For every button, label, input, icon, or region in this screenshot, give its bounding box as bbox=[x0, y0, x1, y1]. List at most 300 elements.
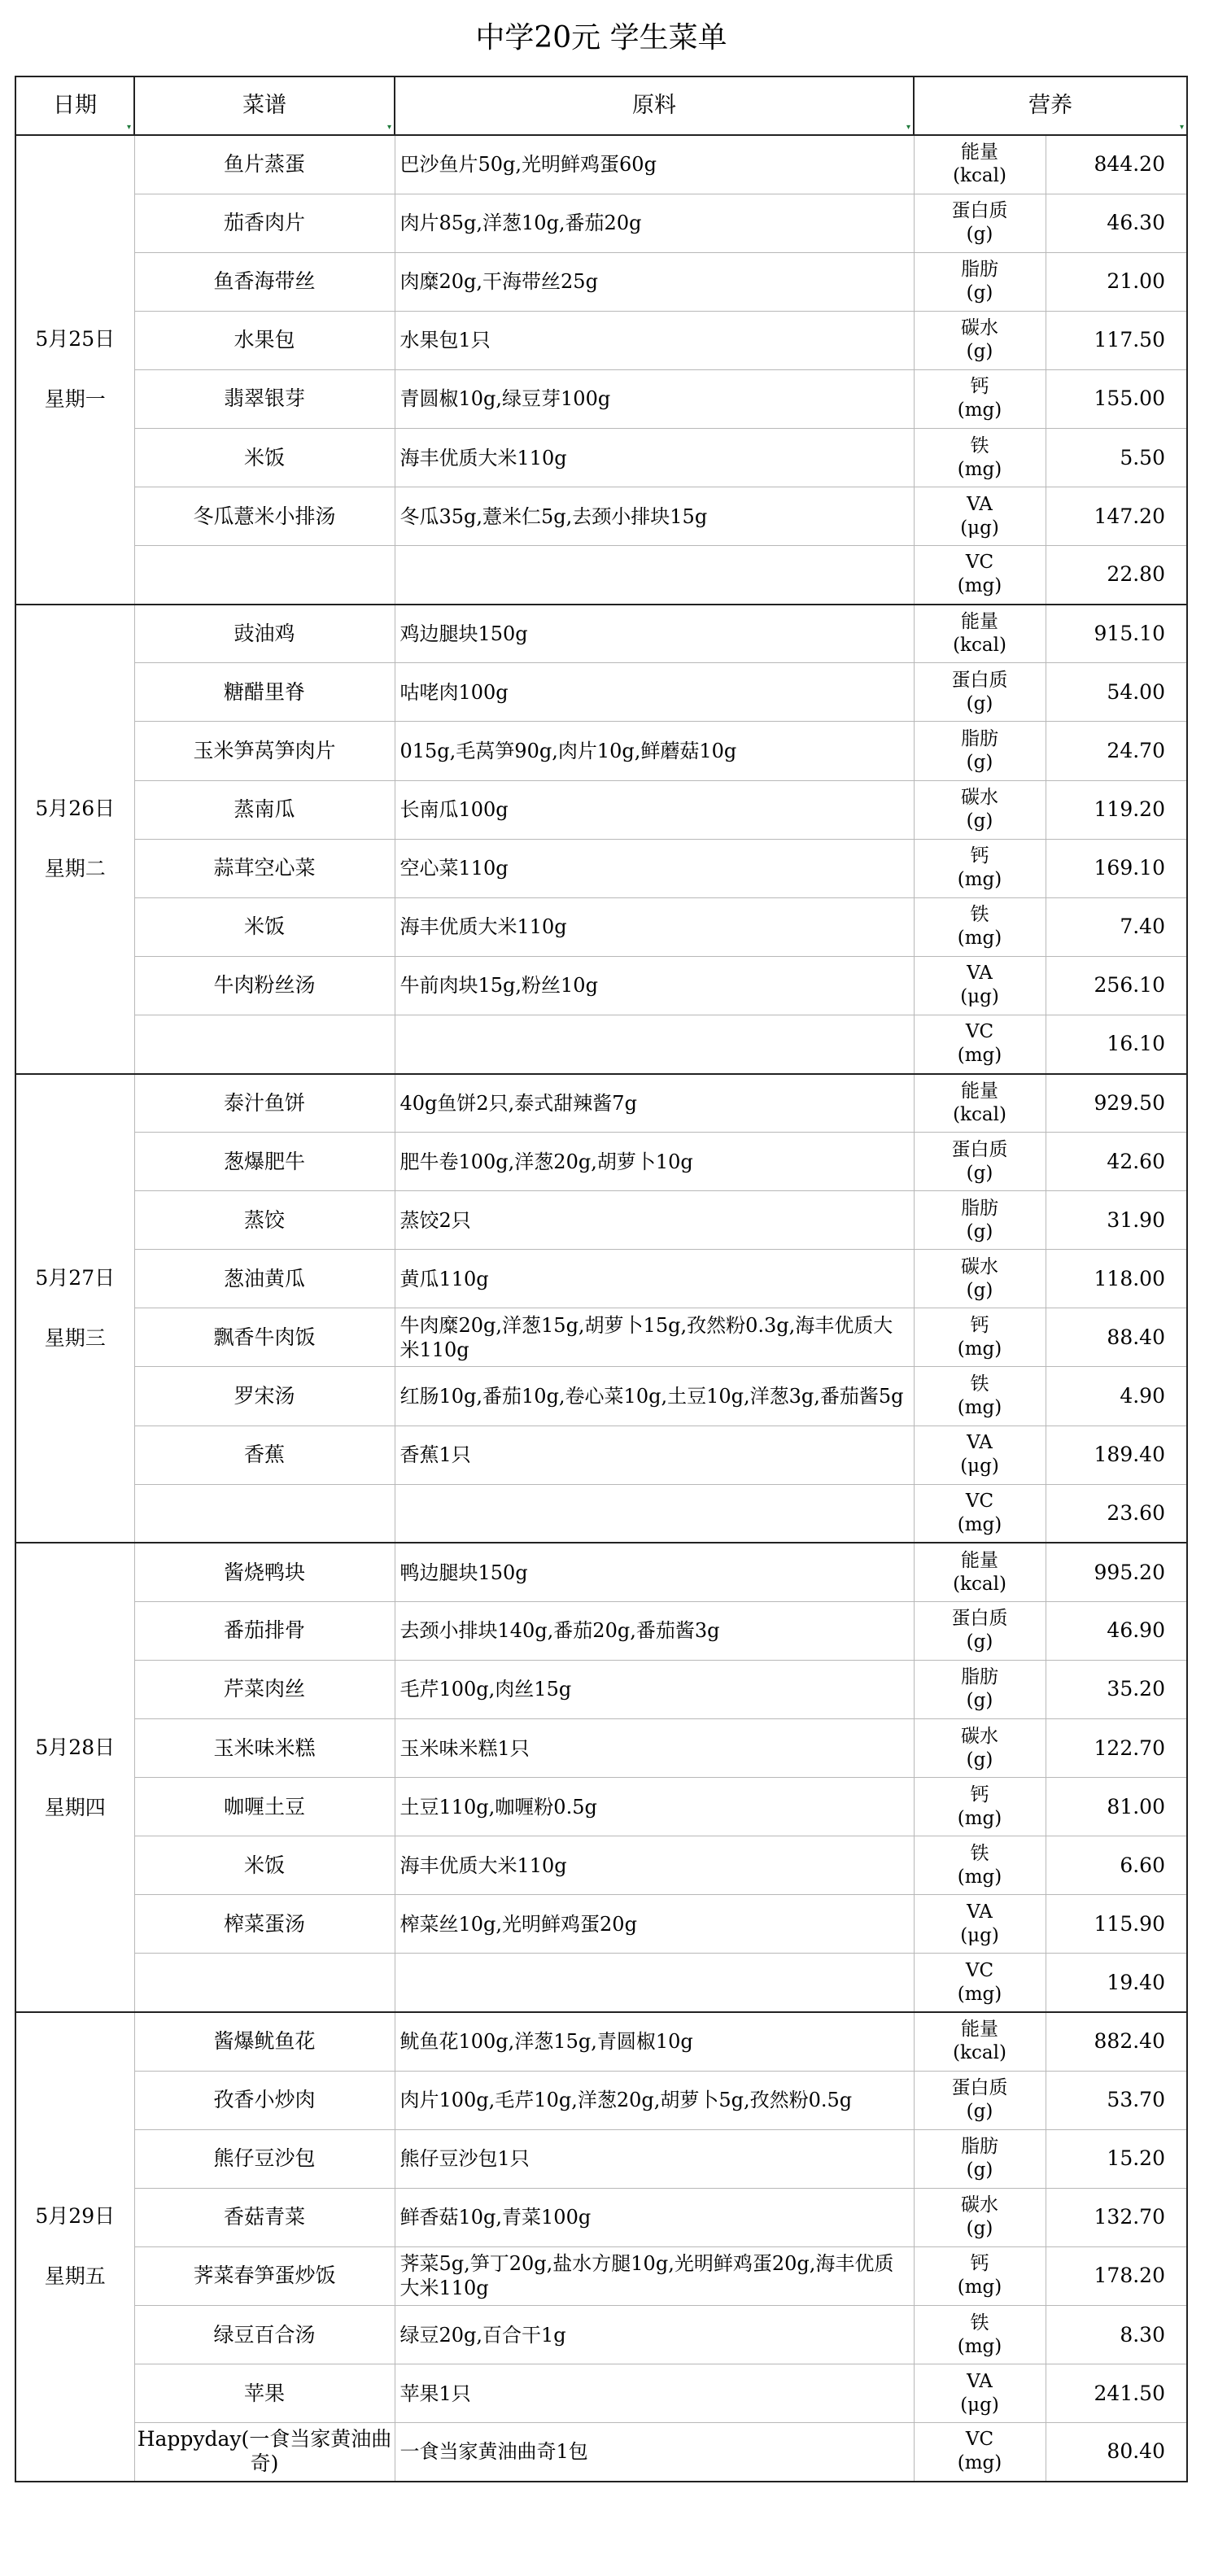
day-date: 5月27日 bbox=[35, 1265, 116, 1290]
menu-row bbox=[15, 663, 1187, 722]
menu-row bbox=[15, 2423, 1187, 2482]
nutrient-unit: (g) bbox=[966, 341, 993, 363]
nutrient-value-cell[interactable]: 995.20 bbox=[1046, 1543, 1187, 1601]
ingredients-cell[interactable]: 巴沙鱼片50g,光明鲜鸡蛋60g bbox=[395, 135, 914, 194]
nutrient-label-cell[interactable] bbox=[914, 252, 1046, 311]
nutrient-label-cell[interactable] bbox=[914, 2305, 1046, 2364]
nutrient-label-cell[interactable] bbox=[914, 2012, 1046, 2071]
nutrient-label-cell[interactable] bbox=[914, 2188, 1046, 2246]
dish-cell[interactable]: 蒜茸空心菜 bbox=[134, 839, 395, 897]
header-dish[interactable] bbox=[134, 76, 395, 135]
nutrient-unit: (g) bbox=[966, 810, 993, 832]
nutrient-name: 能量 bbox=[961, 1080, 998, 1102]
dish-cell[interactable] bbox=[134, 1015, 395, 1073]
nutrient-value-cell[interactable]: 80.40 bbox=[1046, 2423, 1187, 2482]
nutrient-name: 蛋白质 bbox=[951, 2077, 1008, 2099]
nutrient-value-cell[interactable]: 5.50 bbox=[1046, 428, 1187, 487]
nutrient-unit: (mg) bbox=[957, 2335, 1002, 2357]
nutrient-value-cell[interactable]: 119.20 bbox=[1046, 780, 1187, 839]
menu-row bbox=[15, 1895, 1187, 1954]
dish-cell[interactable]: 荠菜春笋蛋炒饭 bbox=[134, 2246, 395, 2305]
ingredients-cell[interactable]: 玉米味米糕1只 bbox=[395, 1719, 914, 1778]
nutrient-unit: (g) bbox=[966, 1749, 993, 1770]
nutrient-unit: (kcal) bbox=[953, 1103, 1006, 1125]
menu-row bbox=[15, 1954, 1187, 2012]
filter-dropdown-icon[interactable]: ▾ bbox=[1179, 123, 1184, 132]
day-date: 5月25日 bbox=[35, 327, 116, 351]
nutrient-unit: (mg) bbox=[957, 1513, 1002, 1535]
menu-row bbox=[15, 194, 1187, 252]
dish-cell[interactable]: 熊仔豆沙包 bbox=[134, 2129, 395, 2188]
menu-row bbox=[15, 1426, 1187, 1484]
nutrient-name: 碳水 bbox=[961, 1725, 998, 1747]
day-cell[interactable] bbox=[15, 605, 134, 1074]
dish-cell[interactable]: 酱爆鱿鱼花 bbox=[134, 2012, 395, 2071]
nutrient-label-cell[interactable] bbox=[914, 1133, 1046, 1191]
dish-cell[interactable]: 酱烧鸭块 bbox=[134, 1543, 395, 1601]
nutrient-name: 能量 bbox=[961, 611, 998, 633]
nutrient-value-cell[interactable]: 42.60 bbox=[1046, 1133, 1187, 1191]
ingredients-cell[interactable]: 青圆椒10g,绿豆芽100g bbox=[395, 369, 914, 428]
nutrient-name: VA bbox=[967, 493, 993, 515]
nutrient-unit: (g) bbox=[966, 2101, 993, 2123]
dish-cell[interactable]: 孜香小炒肉 bbox=[134, 2071, 395, 2129]
nutrient-label-cell[interactable] bbox=[914, 1015, 1046, 1073]
day-cell[interactable] bbox=[15, 2012, 134, 2482]
nutrient-label-cell[interactable] bbox=[914, 546, 1046, 605]
nutrient-name: VC bbox=[965, 552, 994, 574]
nutrient-name: 蛋白质 bbox=[951, 1608, 1008, 1630]
nutrient-label-cell[interactable] bbox=[914, 1308, 1046, 1367]
nutrient-unit: (g) bbox=[966, 1279, 993, 1301]
nutrient-unit: (mg) bbox=[957, 928, 1002, 950]
nutrient-value-cell[interactable]: 147.20 bbox=[1046, 487, 1187, 546]
nutrient-unit: (mg) bbox=[957, 1807, 1002, 1829]
menu-row bbox=[15, 1074, 1187, 1133]
dish-cell[interactable]: 豉油鸡 bbox=[134, 605, 395, 663]
filter-dropdown-icon[interactable]: ▾ bbox=[386, 123, 391, 132]
nutrient-name: 钙 bbox=[970, 845, 989, 867]
ingredients-cell[interactable]: 空心菜110g bbox=[395, 839, 914, 897]
dish-cell[interactable]: 牛肉粉丝汤 bbox=[134, 956, 395, 1015]
nutrient-value-cell[interactable]: 23.60 bbox=[1046, 1484, 1187, 1543]
filter-dropdown-icon[interactable]: ▾ bbox=[126, 123, 131, 132]
nutrient-value-cell[interactable]: 169.10 bbox=[1046, 839, 1187, 897]
nutrient-unit: (mg) bbox=[957, 1866, 1002, 1888]
nutrient-label-cell[interactable] bbox=[914, 194, 1046, 252]
nutrient-unit: (kcal) bbox=[953, 165, 1006, 187]
menu-row bbox=[15, 956, 1187, 1015]
nutrient-value-cell[interactable]: 16.10 bbox=[1046, 1015, 1187, 1073]
nutrient-value-cell[interactable]: 4.90 bbox=[1046, 1367, 1187, 1426]
nutrient-unit: (kcal) bbox=[953, 635, 1006, 657]
nutrient-value-cell[interactable]: 155.00 bbox=[1046, 369, 1187, 428]
nutrient-value-cell[interactable]: 132.70 bbox=[1046, 2188, 1187, 2246]
dish-cell[interactable] bbox=[134, 1954, 395, 2012]
nutrient-name: 铁 bbox=[970, 1373, 989, 1395]
nutrient-label-cell[interactable] bbox=[914, 1719, 1046, 1778]
menu-row bbox=[15, 252, 1187, 311]
menu-row bbox=[15, 1308, 1187, 1367]
header-ingredients-label: 原料 bbox=[632, 93, 676, 118]
nutrient-name: 脂肪 bbox=[961, 1197, 998, 1219]
dish-cell[interactable]: 茄香肉片 bbox=[134, 194, 395, 252]
dish-cell[interactable]: 榨菜蛋汤 bbox=[134, 1895, 395, 1954]
nutrient-name: 蛋白质 bbox=[951, 1138, 1008, 1160]
nutrient-name: 铁 bbox=[970, 904, 989, 926]
header-dish-label: 菜谱 bbox=[242, 93, 286, 118]
nutrient-label-cell[interactable] bbox=[914, 2246, 1046, 2305]
menu-row bbox=[15, 2012, 1187, 2071]
nutrient-label-cell[interactable] bbox=[914, 1074, 1046, 1133]
ingredients-cell[interactable]: 土豆110g,咖喱粉0.5g bbox=[395, 1778, 914, 1836]
dish-cell[interactable]: 水果包 bbox=[134, 311, 395, 369]
nutrient-name: 能量 bbox=[961, 1549, 998, 1571]
nutrient-unit: (g) bbox=[966, 282, 993, 304]
ingredients-cell[interactable] bbox=[395, 546, 914, 605]
nutrient-label-cell[interactable] bbox=[914, 956, 1046, 1015]
day-date: 5月28日 bbox=[35, 1735, 116, 1759]
dish-cell[interactable] bbox=[134, 546, 395, 605]
ingredients-cell[interactable]: 015g,毛莴笋90g,肉片10g,鲜蘑菇10g bbox=[395, 722, 914, 780]
menu-row bbox=[15, 1191, 1187, 1250]
nutrient-value-cell[interactable]: 46.90 bbox=[1046, 1601, 1187, 1660]
nutrient-name: 钙 bbox=[970, 1314, 989, 1336]
nutrient-label-cell[interactable] bbox=[914, 780, 1046, 839]
nutrient-name: 蛋白质 bbox=[951, 200, 1008, 222]
ingredients-cell[interactable]: 毛芹100g,肉丝15g bbox=[395, 1660, 914, 1718]
nutrient-label-cell[interactable] bbox=[914, 1543, 1046, 1601]
nutrient-unit: (μg) bbox=[960, 2394, 999, 2416]
nutrient-unit: (mg) bbox=[957, 399, 1002, 421]
dish-cell[interactable]: 米饭 bbox=[134, 1836, 395, 1895]
dish-cell[interactable]: 翡翠银芽 bbox=[134, 369, 395, 428]
nutrient-value-cell[interactable]: 882.40 bbox=[1046, 2012, 1187, 2071]
ingredients-cell[interactable]: 苹果1只 bbox=[395, 2364, 914, 2423]
nutrient-label-cell[interactable] bbox=[914, 1660, 1046, 1718]
nutrient-name: 铁 bbox=[970, 2312, 989, 2334]
ingredients-cell[interactable]: 海丰优质大米110g bbox=[395, 1836, 914, 1895]
nutrient-label-cell[interactable] bbox=[914, 487, 1046, 546]
dish-cell[interactable]: 泰汁鱼饼 bbox=[134, 1074, 395, 1133]
nutrient-label-cell[interactable] bbox=[914, 428, 1046, 487]
ingredients-cell[interactable]: 绿豆20g,百合干1g bbox=[395, 2305, 914, 2364]
ingredients-cell[interactable] bbox=[395, 1954, 914, 2012]
header-nutrition-label: 营养 bbox=[1028, 93, 1072, 118]
nutrient-label-cell[interactable] bbox=[914, 839, 1046, 897]
ingredients-cell[interactable]: 鸡边腿块150g bbox=[395, 605, 914, 663]
dish-cell[interactable]: 玉米笋莴笋肉片 bbox=[134, 722, 395, 780]
nutrient-value-cell[interactable]: 178.20 bbox=[1046, 2246, 1187, 2305]
nutrient-unit: (kcal) bbox=[953, 1573, 1006, 1595]
ingredients-cell[interactable]: 咕咾肉100g bbox=[395, 663, 914, 722]
nutrient-label-cell[interactable] bbox=[914, 897, 1046, 956]
nutrient-label-cell[interactable] bbox=[914, 369, 1046, 428]
ingredients-cell[interactable]: 水果包1只 bbox=[395, 311, 914, 369]
menu-row bbox=[15, 1836, 1187, 1895]
day-weekday: 星期三 bbox=[44, 1325, 106, 1350]
menu-row bbox=[15, 780, 1187, 839]
dish-cell[interactable]: 罗宋汤 bbox=[134, 1367, 395, 1426]
nutrient-value-cell[interactable]: 7.40 bbox=[1046, 897, 1187, 956]
dish-cell[interactable]: Happyday(一食当家黄油曲奇) bbox=[134, 2423, 395, 2482]
menu-row bbox=[15, 839, 1187, 897]
nutrient-name: VC bbox=[965, 2429, 994, 2451]
menu-row bbox=[15, 2188, 1187, 2246]
day-date: 5月26日 bbox=[35, 797, 116, 821]
ingredients-cell[interactable]: 黄瓜110g bbox=[395, 1250, 914, 1308]
nutrient-unit: (g) bbox=[966, 224, 993, 246]
day-weekday: 星期五 bbox=[44, 2264, 106, 2289]
header-date-label: 日期 bbox=[53, 93, 97, 118]
nutrient-value-cell[interactable]: 15.20 bbox=[1046, 2129, 1187, 2188]
ingredients-cell[interactable]: 40g鱼饼2只,泰式甜辣酱7g bbox=[395, 1074, 914, 1133]
nutrient-label-cell[interactable] bbox=[914, 1836, 1046, 1895]
ingredients-cell[interactable]: 鲜香菇10g,青菜100g bbox=[395, 2188, 914, 2246]
nutrient-label-cell[interactable] bbox=[914, 1191, 1046, 1250]
menu-row bbox=[15, 1133, 1187, 1191]
nutrient-value-cell[interactable]: 8.30 bbox=[1046, 2305, 1187, 2364]
nutrient-value-cell[interactable]: 189.40 bbox=[1046, 1426, 1187, 1484]
day-weekday: 星期一 bbox=[44, 387, 106, 412]
menu-row bbox=[15, 428, 1187, 487]
dish-cell[interactable]: 米饭 bbox=[134, 428, 395, 487]
nutrient-name: 脂肪 bbox=[961, 1666, 998, 1688]
ingredients-cell[interactable]: 肉糜20g,干海带丝25g bbox=[395, 252, 914, 311]
menu-row bbox=[15, 1484, 1187, 1543]
nutrient-unit: (μg) bbox=[960, 1924, 999, 1946]
nutrient-value-cell[interactable]: 122.70 bbox=[1046, 1719, 1187, 1778]
day-cell[interactable] bbox=[15, 1543, 134, 2012]
nutrient-unit: (μg) bbox=[960, 1456, 999, 1478]
nutrient-label-cell[interactable] bbox=[914, 135, 1046, 194]
ingredients-cell[interactable]: 荠菜5g,笋丁20g,盐水方腿10g,光明鲜鸡蛋20g,海丰优质大米110g bbox=[395, 2246, 914, 2305]
menu-row bbox=[15, 369, 1187, 428]
dish-cell[interactable]: 咖喱土豆 bbox=[134, 1778, 395, 1836]
nutrient-label-cell[interactable] bbox=[914, 2071, 1046, 2129]
nutrient-unit: (kcal) bbox=[953, 2042, 1006, 2064]
header-nutrition[interactable] bbox=[914, 76, 1187, 135]
nutrient-label-cell[interactable] bbox=[914, 1367, 1046, 1426]
dish-cell[interactable]: 香菇青菜 bbox=[134, 2188, 395, 2246]
menu-row bbox=[15, 2364, 1187, 2423]
menu-row bbox=[15, 1543, 1187, 1601]
nutrient-value-cell[interactable]: 115.90 bbox=[1046, 1895, 1187, 1954]
nutrient-label-cell[interactable] bbox=[914, 1601, 1046, 1660]
menu-row bbox=[15, 2071, 1187, 2129]
nutrient-value-cell[interactable]: 53.70 bbox=[1046, 2071, 1187, 2129]
nutrient-value-cell[interactable]: 241.50 bbox=[1046, 2364, 1187, 2423]
ingredients-cell[interactable]: 海丰优质大米110g bbox=[395, 897, 914, 956]
nutrient-value-cell[interactable]: 256.10 bbox=[1046, 956, 1187, 1015]
ingredients-cell[interactable]: 鸭边腿块150g bbox=[395, 1543, 914, 1601]
nutrient-name: 铁 bbox=[970, 1842, 989, 1864]
nutrient-value-cell[interactable]: 118.00 bbox=[1046, 1250, 1187, 1308]
day-weekday: 星期二 bbox=[44, 857, 106, 881]
nutrient-unit: (mg) bbox=[957, 869, 1002, 891]
nutrient-name: 蛋白质 bbox=[951, 669, 1008, 691]
header-date[interactable] bbox=[15, 76, 134, 135]
nutrient-label-cell[interactable] bbox=[914, 1954, 1046, 2012]
nutrient-label-cell[interactable] bbox=[914, 1426, 1046, 1484]
ingredients-cell[interactable]: 肉片100g,毛芹10g,洋葱20g,胡萝卜5g,孜然粉0.5g bbox=[395, 2071, 914, 2129]
nutrient-name: 钙 bbox=[970, 2253, 989, 2275]
nutrient-value-cell[interactable]: 844.20 bbox=[1046, 135, 1187, 194]
nutrient-unit: (μg) bbox=[960, 517, 999, 539]
nutrient-label-cell[interactable] bbox=[914, 2129, 1046, 2188]
ingredients-cell[interactable]: 去颈小排块140g,番茄20g,番茄酱3g bbox=[395, 1601, 914, 1660]
nutrient-unit: (g) bbox=[966, 692, 993, 714]
menu-row bbox=[15, 2305, 1187, 2364]
nutrient-value-cell[interactable]: 81.00 bbox=[1046, 1778, 1187, 1836]
nutrient-value-cell[interactable]: 915.10 bbox=[1046, 605, 1187, 663]
menu-row bbox=[15, 2246, 1187, 2305]
nutrient-name: VA bbox=[967, 1432, 993, 1454]
dish-cell[interactable]: 鱼香海带丝 bbox=[134, 252, 395, 311]
dish-cell[interactable]: 玉米味米糕 bbox=[134, 1719, 395, 1778]
nutrient-name: 脂肪 bbox=[961, 727, 998, 749]
nutrient-label-cell[interactable] bbox=[914, 722, 1046, 780]
dish-cell[interactable]: 蒸南瓜 bbox=[134, 780, 395, 839]
nutrient-name: 钙 bbox=[970, 1784, 989, 1805]
menu-row bbox=[15, 1719, 1187, 1778]
nutrient-value-cell[interactable]: 22.80 bbox=[1046, 546, 1187, 605]
ingredients-cell[interactable]: 鱿鱼花100g,洋葱15g,青圆椒10g bbox=[395, 2012, 914, 2071]
day-weekday: 星期四 bbox=[44, 1795, 106, 1819]
dish-cell[interactable]: 飘香牛肉饭 bbox=[134, 1308, 395, 1367]
nutrient-name: 碳水 bbox=[961, 2194, 998, 2216]
menu-row bbox=[15, 722, 1187, 780]
ingredients-cell[interactable]: 香蕉1只 bbox=[395, 1426, 914, 1484]
nutrient-name: 能量 bbox=[961, 142, 998, 164]
ingredients-cell[interactable]: 肉片85g,洋葱10g,番茄20g bbox=[395, 194, 914, 252]
nutrient-unit: (g) bbox=[966, 1690, 993, 1712]
ingredients-cell[interactable]: 肥牛卷100g,洋葱20g,胡萝卜10g bbox=[395, 1133, 914, 1191]
dish-cell[interactable]: 米饭 bbox=[134, 897, 395, 956]
ingredients-cell[interactable]: 长南瓜100g bbox=[395, 780, 914, 839]
nutrient-unit: (mg) bbox=[957, 458, 1002, 480]
nutrient-value-cell[interactable]: 54.00 bbox=[1046, 663, 1187, 722]
nutrient-unit: (μg) bbox=[960, 986, 999, 1008]
dish-cell[interactable]: 苹果 bbox=[134, 2364, 395, 2423]
nutrient-name: VA bbox=[967, 1901, 993, 1923]
nutrient-name: 脂肪 bbox=[961, 259, 998, 281]
header-ingredients[interactable] bbox=[395, 76, 914, 135]
ingredients-cell[interactable]: 海丰优质大米110g bbox=[395, 428, 914, 487]
ingredients-cell[interactable]: 牛前肉块15g,粉丝10g bbox=[395, 956, 914, 1015]
nutrient-unit: (g) bbox=[966, 2159, 993, 2181]
nutrient-value-cell[interactable]: 929.50 bbox=[1046, 1074, 1187, 1133]
nutrient-unit: (mg) bbox=[957, 575, 1002, 597]
dish-cell[interactable]: 糖醋里脊 bbox=[134, 663, 395, 722]
menu-row bbox=[15, 1778, 1187, 1836]
ingredients-cell[interactable]: 熊仔豆沙包1只 bbox=[395, 2129, 914, 2188]
nutrient-value-cell[interactable]: 31.90 bbox=[1046, 1191, 1187, 1250]
dish-cell[interactable]: 蒸饺 bbox=[134, 1191, 395, 1250]
dish-cell[interactable]: 绿豆百合汤 bbox=[134, 2305, 395, 2364]
day-cell[interactable] bbox=[15, 1074, 134, 1543]
nutrient-value-cell[interactable]: 24.70 bbox=[1046, 722, 1187, 780]
nutrient-name: 能量 bbox=[961, 2019, 998, 2041]
nutrient-unit: (mg) bbox=[957, 2452, 1002, 2474]
dish-cell[interactable]: 鱼片蒸蛋 bbox=[134, 135, 395, 194]
dish-cell[interactable]: 葱油黄瓜 bbox=[134, 1250, 395, 1308]
nutrient-name: VC bbox=[965, 1490, 994, 1512]
menu-row bbox=[15, 2129, 1187, 2188]
nutrient-label-cell[interactable] bbox=[914, 2364, 1046, 2423]
nutrient-unit: (g) bbox=[966, 2218, 993, 2240]
filter-dropdown-icon[interactable]: ▾ bbox=[906, 123, 910, 132]
nutrient-unit: (g) bbox=[966, 1631, 993, 1653]
dish-cell[interactable]: 番茄排骨 bbox=[134, 1601, 395, 1660]
nutrient-unit: (mg) bbox=[957, 1045, 1002, 1067]
nutrient-label-cell[interactable] bbox=[914, 605, 1046, 663]
ingredients-cell[interactable] bbox=[395, 1484, 914, 1543]
dish-cell[interactable]: 冬瓜薏米小排汤 bbox=[134, 487, 395, 546]
menu-row bbox=[15, 1601, 1187, 1660]
nutrient-label-cell[interactable] bbox=[914, 2423, 1046, 2482]
nutrient-value-cell[interactable]: 46.30 bbox=[1046, 194, 1187, 252]
nutrient-unit: (g) bbox=[966, 1220, 993, 1242]
nutrient-unit: (mg) bbox=[957, 2277, 1002, 2299]
dish-cell[interactable]: 香蕉 bbox=[134, 1426, 395, 1484]
nutrient-label-cell[interactable] bbox=[914, 1250, 1046, 1308]
nutrient-value-cell[interactable]: 117.50 bbox=[1046, 311, 1187, 369]
dish-cell[interactable]: 葱爆肥牛 bbox=[134, 1133, 395, 1191]
nutrient-unit: (mg) bbox=[957, 1983, 1002, 2005]
nutrient-value-cell[interactable]: 21.00 bbox=[1046, 252, 1187, 311]
nutrient-label-cell[interactable] bbox=[914, 1778, 1046, 1836]
nutrient-name: 碳水 bbox=[961, 787, 998, 809]
nutrient-label-cell[interactable] bbox=[914, 1895, 1046, 1954]
ingredients-cell[interactable]: 红肠10g,番茄10g,卷心菜10g,土豆10g,洋葱3g,番茄酱5g bbox=[395, 1367, 914, 1426]
nutrient-name: 脂肪 bbox=[961, 2136, 998, 2158]
nutrient-name: 钙 bbox=[970, 376, 989, 398]
menu-row bbox=[15, 1015, 1187, 1073]
nutrient-name: 碳水 bbox=[961, 317, 998, 339]
day-cell[interactable] bbox=[15, 135, 134, 605]
nutrient-value-cell[interactable]: 88.40 bbox=[1046, 1308, 1187, 1367]
ingredients-cell[interactable]: 牛肉糜20g,洋葱15g,胡萝卜15g,孜然粉0.3g,海丰优质大米110g bbox=[395, 1308, 914, 1367]
nutrient-name: VC bbox=[965, 1021, 994, 1043]
nutrient-unit: (mg) bbox=[957, 1338, 1002, 1360]
dish-cell[interactable]: 芹菜肉丝 bbox=[134, 1660, 395, 1718]
menu-row bbox=[15, 1250, 1187, 1308]
menu-row bbox=[15, 135, 1187, 194]
nutrient-label-cell[interactable] bbox=[914, 1484, 1046, 1543]
nutrient-unit: (g) bbox=[966, 751, 993, 773]
ingredients-cell[interactable] bbox=[395, 1015, 914, 1073]
menu-row bbox=[15, 1367, 1187, 1426]
menu-row bbox=[15, 311, 1187, 369]
ingredients-cell[interactable]: 冬瓜35g,薏米仁5g,去颈小排块15g bbox=[395, 487, 914, 546]
menu-row bbox=[15, 546, 1187, 605]
nutrient-name: VC bbox=[965, 1959, 994, 1981]
menu-table bbox=[15, 0, 1188, 2482]
nutrient-value-cell[interactable]: 19.40 bbox=[1046, 1954, 1187, 2012]
nutrient-label-cell[interactable] bbox=[914, 663, 1046, 722]
menu-row bbox=[15, 897, 1187, 956]
ingredients-cell[interactable]: 一食当家黄油曲奇1包 bbox=[395, 2423, 914, 2482]
nutrient-unit: (mg) bbox=[957, 1397, 1002, 1419]
ingredients-cell[interactable]: 蒸饺2只 bbox=[395, 1191, 914, 1250]
nutrient-value-cell[interactable]: 35.20 bbox=[1046, 1660, 1187, 1718]
dish-cell[interactable] bbox=[134, 1484, 395, 1543]
nutrient-label-cell[interactable] bbox=[914, 311, 1046, 369]
nutrient-value-cell[interactable]: 6.60 bbox=[1046, 1836, 1187, 1895]
ingredients-cell[interactable]: 榨菜丝10g,光明鲜鸡蛋20g bbox=[395, 1895, 914, 1954]
nutrient-name: VA bbox=[967, 2370, 993, 2392]
